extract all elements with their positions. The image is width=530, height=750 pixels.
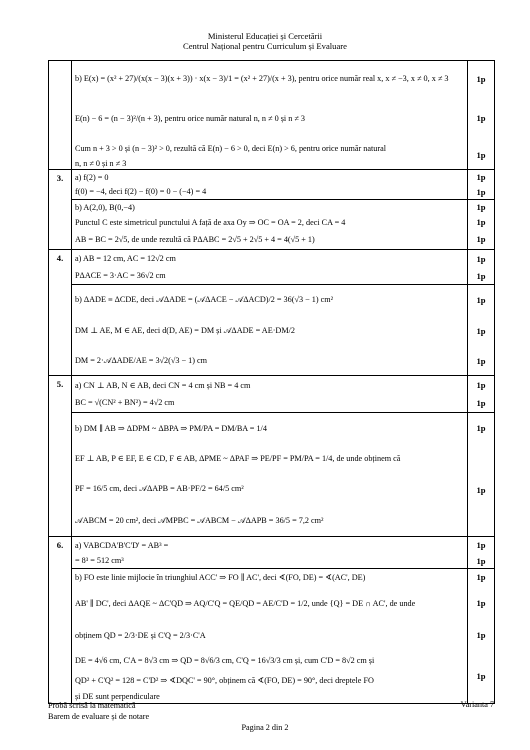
points-cell: [468, 170, 495, 250]
points-label: 1p: [468, 568, 494, 584]
problem-row: [49, 250, 495, 376]
points-label: 1p: [476, 216, 486, 227]
grading-table: [48, 60, 495, 704]
problem-row: [49, 170, 495, 250]
points-label: 1p: [476, 555, 486, 566]
solution-line: Cum n + 3 > 0 și (n − 3)² > 0, rezultă că E(n) − 6 > 0, deci E(n) > 6, pentru orice număr natural: [75, 144, 387, 153]
ministry-name: Ministerul Educației și Cercetării: [207, 31, 323, 41]
problem-row: [49, 61, 495, 170]
problem-number: 4.: [49, 250, 72, 376]
document-header: [0, 31, 530, 51]
solution-line: Punctul C este simetricul punctului A față de axa Oy ⇒ OC = OA = 2, deci CA = 4: [75, 217, 346, 227]
solution-line: PF = 16/5 cm, deci 𝒜ΔAPB = AB·PF/2 = 64/5 cm²: [75, 484, 244, 493]
points-label: 1p: [476, 397, 486, 408]
solution-line: b) ΔADE ≡ ΔCDE, deci 𝒜ΔADE = (𝒜ΔACE − 𝒜ΔACD)/2 = 36(√3 − 1) cm²: [72, 284, 467, 315]
points-label: 1p: [476, 484, 486, 495]
points-label: 1p: [468, 199, 494, 214]
problem-row: [49, 376, 495, 537]
points-label: 1p: [476, 355, 486, 366]
solution-line: PΔACE = 3·AC = 36√2 cm: [75, 271, 166, 280]
solution-line: AB = BC = 2√5, de unde rezultă că PΔABC = 2√5 + 2√5 + 4 = 4(√5 + 1): [75, 234, 315, 244]
solution-line: AB' ∥ DC', deci ΔAQE ~ ΔC'QD ⇒ AQ/C'Q = QE/QD = AE/C'D = 1/2, unde {Q} = DE ∩ AC', de unde: [75, 598, 416, 608]
problem-number: 5.: [49, 376, 72, 537]
solution-line: obținem QD = 2/3·DE și C'Q = 2/3·C'A: [75, 630, 206, 640]
solution-line: n, n ≠ 0 și n ≠ 3: [75, 158, 127, 168]
solution-line: E(n) − 6 = (n − 3)²/(n + 3), pentru orice număr natural n, n ≠ 0 și n ≠ 3: [75, 113, 305, 123]
points-cell: [468, 376, 495, 537]
center-name: Centrul Național pentru Curriculum și Evaluare: [183, 41, 347, 51]
solution-cell: [72, 537, 468, 704]
points-label: 1p: [476, 253, 486, 264]
points-label: 1p: [476, 113, 486, 123]
problem-number: 3.: [49, 170, 72, 250]
solution-line: QD² + C'Q² = 128 = C'D² ⇒ ∢DQC' = 90°, obținem că ∢(FO, DE) = 90°, deci dreptele FO: [75, 676, 374, 685]
points-label: 1p: [476, 234, 486, 244]
solution-line: DM ⊥ AE, M ∈ AE, deci d(D, AE) = DM și 𝒜ΔADE = AE·DM/2: [75, 326, 295, 335]
points-label: 1p: [476, 325, 486, 336]
solution-line: f(0) = −4, deci f(2) − f(0) = 0 − (−4) = 4: [75, 187, 207, 196]
solution-cell: [72, 170, 468, 250]
solution-line: a) VABCDA'B'C'D' = AB³ =: [75, 540, 169, 550]
points-label: 1p: [476, 540, 486, 550]
problem-row: [49, 537, 495, 704]
points-label: 1p: [476, 379, 486, 390]
exam-name: Probă scrisă la matematică: [48, 701, 136, 710]
points-cell: [468, 61, 495, 170]
points-label: 1p: [476, 597, 486, 608]
solution-line: a) AB = 12 cm, AC = 12√2 cm: [75, 254, 176, 263]
solution-line: DM = 2·𝒜ΔADE/AE = 3√2(√3 − 1) cm: [75, 355, 208, 365]
problem-number: 6.: [49, 537, 72, 704]
scheme-name: Barem de evaluare și de notare: [48, 712, 150, 721]
points-label: 1p: [476, 73, 486, 84]
points-label: 1p: [476, 172, 486, 182]
points-label: 1p: [476, 630, 486, 640]
points-cell: [468, 250, 495, 376]
points-label: 1p: [476, 186, 486, 197]
points-label: 1p: [476, 671, 486, 681]
solution-line: DE = 4√6 cm, C'A = 8√3 cm ⇒ QD = 8√6/3 cm, C'Q = 16√3/3 cm și, cum C'D = 8√2 cm și: [75, 656, 375, 665]
points-label: 1p: [476, 149, 486, 160]
solution-line: a) f(2) = 0: [75, 172, 109, 182]
solution-cell: [72, 61, 468, 170]
points-label: 1p: [468, 284, 494, 315]
solution-cell: [72, 376, 468, 537]
solution-line: b) A(2,0), B(0,−4): [72, 199, 467, 214]
solution-line: 𝒜ABCM = 20 cm², deci 𝒜MPBC = 𝒜ABCM − 𝒜ΔAPB = 36/5 = 7,2 cm²: [75, 516, 324, 525]
solution-line: b) DM ∥ AB ⇒ ΔDPM ~ ΔBPA ⇒ PM/PA = DM/BA = 1/4: [72, 412, 467, 443]
solution-line: EF ⊥ AB, P ∈ EF, E ∈ CD, F ∈ AB, ΔPME ~ ΔPAF ⇒ PE/PF = PM/PA = 1/4, de unde obținem că: [75, 453, 401, 463]
solution-line: = 8³ = 512 cm³: [75, 556, 124, 565]
variant-label: Varianta 7: [460, 700, 494, 709]
solution-line: și DE sunt perpendiculare: [75, 691, 160, 701]
solution-line: BC = √(CN² + BN²) = 4√2 cm: [75, 398, 175, 407]
points-cell: [468, 537, 495, 704]
solution-line: a) CN ⊥ AB, N ∈ AB, deci CN = 4 cm și NB = 4 cm: [75, 380, 251, 390]
points-label: 1p: [476, 270, 486, 281]
solution-line: b) FO este linie mijlocie în triunghiul ACC' ⇒ FO ∥ AC', deci ∢(FO, DE) = ∢(AC', DE): [72, 568, 467, 584]
page-number: Pagina 2 din 2: [241, 723, 289, 732]
solution-line: b) E(x) = (x² + 27)/(x(x − 3)(x + 3)) · x(x − 3)/1 = (x² + 27)/(x + 3), pentru orice număr real x, x ≠ −3, x ≠ 0, x ≠ 3: [75, 74, 449, 83]
points-label: 1p: [468, 412, 494, 443]
solution-cell: [72, 250, 468, 376]
footer-left: [48, 700, 149, 722]
problem-number: [49, 61, 72, 170]
